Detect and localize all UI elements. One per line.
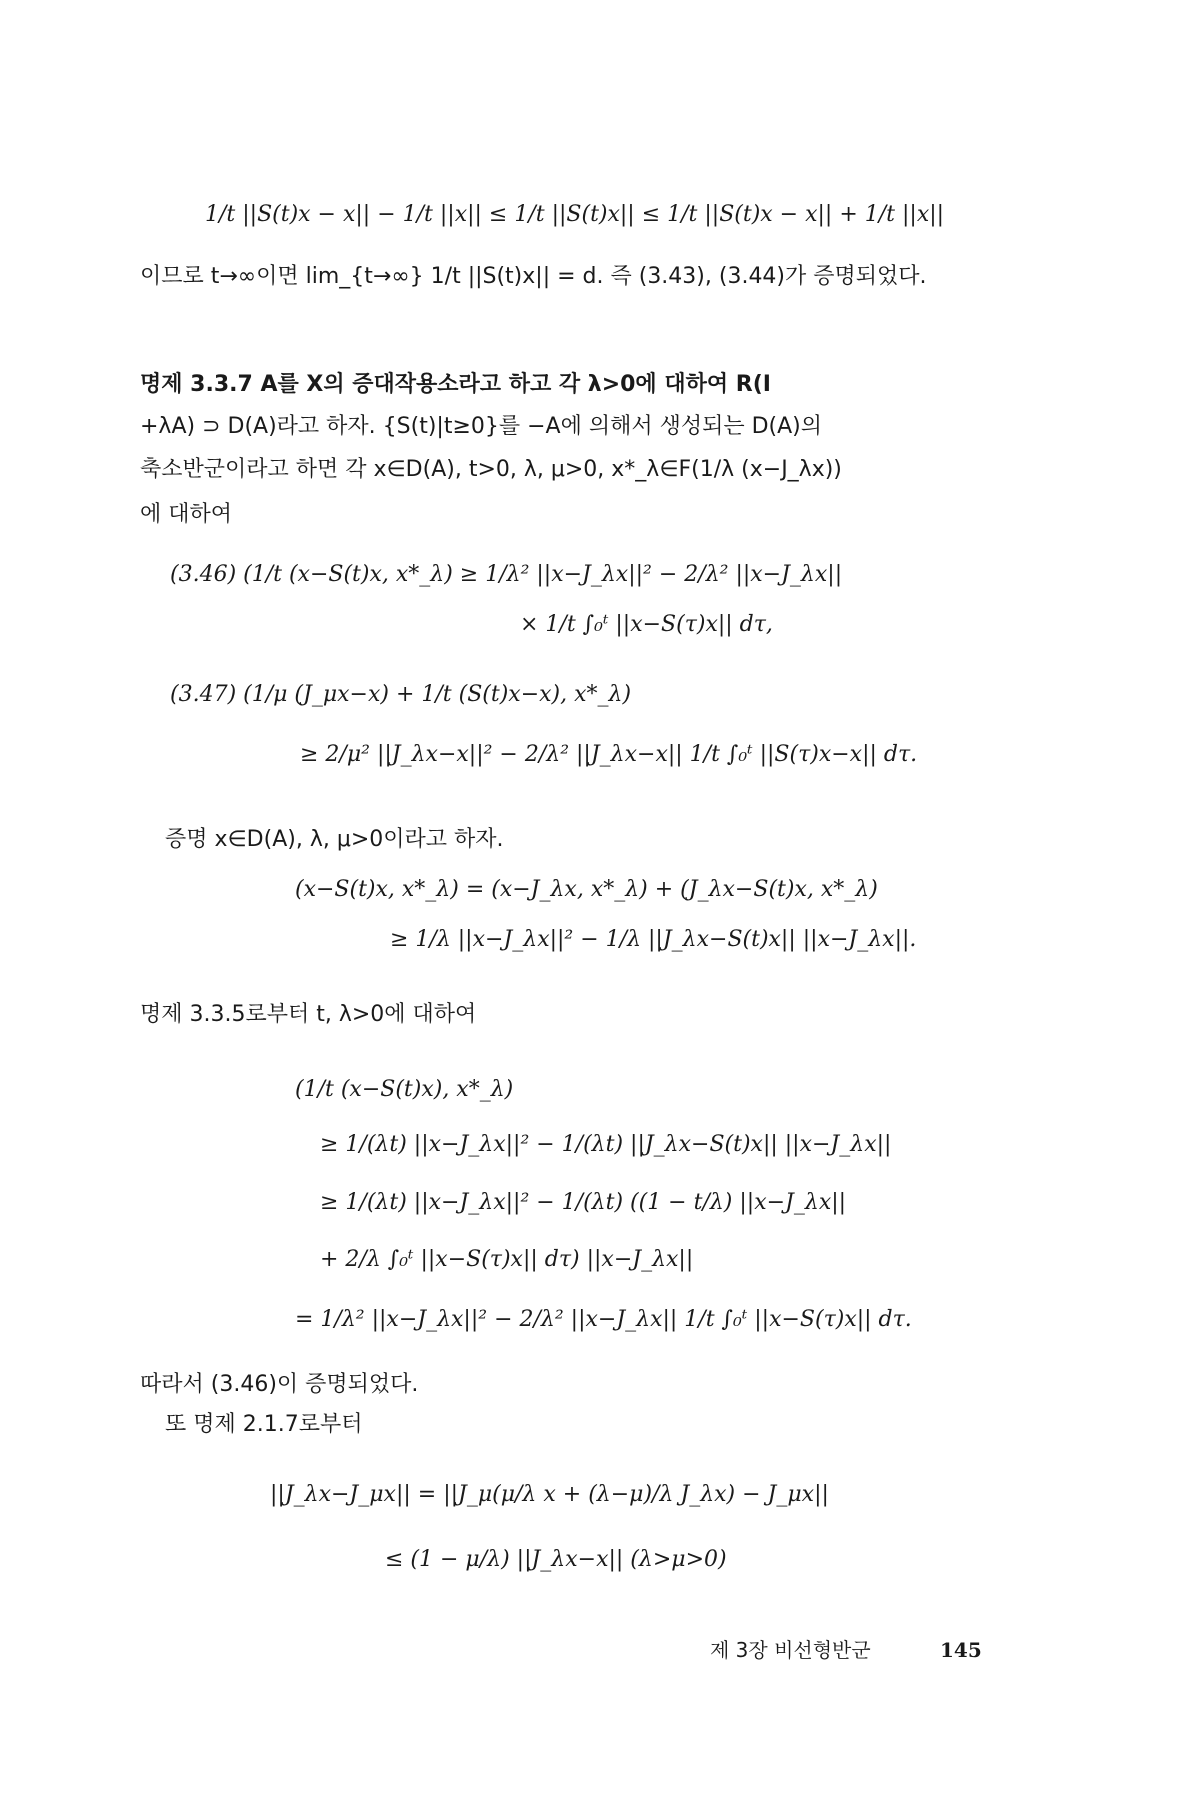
chapter-footer: 제 3장 비선형반군 — [710, 1638, 871, 1662]
equation-line: (x−S(t)x, x*_λ) = (x−J_λx, x*_λ) + (J_λx−S(t)x, x*_λ) — [295, 877, 878, 902]
equation-line: ≤ (1 − μ/λ) ||J_λx−x|| (λ>μ>0) — [385, 1547, 727, 1572]
equation-line: (1/t (x−S(t)x), x*_λ) — [295, 1077, 514, 1102]
inequality-line: 1/t ||S(t)x − x|| − 1/t ||x|| ≤ 1/t ||S(t)x|| ≤ 1/t ||S(t)x − x|| + 1/t ||x|| — [205, 202, 945, 227]
text-line: 축소반군이라고 하면 각 x∈D(A), t>0, λ, μ>0, x*_λ∈F(1/λ (x−J_λx)) — [140, 457, 842, 482]
text-line: 이므로 t→∞이면 lim_{t→∞} 1/t ||S(t)x|| = d. 즉 (3.43), (3.44)가 증명되었다. — [140, 264, 927, 289]
text-line: 따라서 (3.46)이 증명되었다. — [140, 1372, 419, 1397]
equation-line: = 1/λ² ||x−J_λx||² − 2/λ² ||x−J_λx|| 1/t ∫₀ᵗ ||x−S(τ)x|| dτ. — [295, 1307, 912, 1332]
proof-heading: 증명 x∈D(A), λ, μ>0이라고 하자. — [165, 827, 504, 852]
equation-line: ||J_λx−J_μx|| = ||J_μ(μ/λ x + (λ−μ)/λ J_λx) − J_μx|| — [270, 1482, 829, 1507]
equation-3-46: (3.46) (1/t (x−S(t)x, x*_λ) ≥ 1/λ² ||x−J_λx||² − 2/λ² ||x−J_λx|| — [170, 562, 843, 587]
equation-3-47: (3.47) (1/μ (J_μx−x) + 1/t (S(t)x−x), x*_λ) — [170, 682, 632, 707]
text-line: 명제 3.3.5로부터 t, λ>0에 대하여 — [140, 1002, 477, 1027]
equation-line: × 1/t ∫₀ᵗ ||x−S(τ)x|| dτ, — [520, 612, 773, 637]
equation-line: ≥ 1/(λt) ||x−J_λx||² − 1/(λt) ((1 − t/λ) ||x−J_λx|| — [320, 1190, 847, 1215]
equation-line: ≥ 2/μ² ||J_λx−x||² − 2/λ² ||J_λx−x|| 1/t ∫₀ᵗ ||S(τ)x−x|| dτ. — [300, 742, 918, 767]
text-line: 에 대하여 — [140, 502, 233, 527]
equation-line: ≥ 1/λ ||x−J_λx||² − 1/λ ||J_λx−S(t)x|| ||x−J_λx||. — [390, 927, 917, 952]
page-number: 145 — [940, 1638, 982, 1662]
text-line: 또 명제 2.1.7로부터 — [165, 1412, 363, 1437]
text-line: +λA) ⊃ D(A)라고 하자. {S(t)|t≥0}를 −A에 의해서 생성되는 D(A)의 — [140, 414, 823, 439]
equation-line: ≥ 1/(λt) ||x−J_λx||² − 1/(λt) ||J_λx−S(t)x|| ||x−J_λx|| — [320, 1132, 892, 1157]
equation-line: + 2/λ ∫₀ᵗ ||x−S(τ)x|| dτ) ||x−J_λx|| — [320, 1247, 694, 1272]
proposition-heading: 명제 3.3.7 A를 X의 증대작용소라고 하고 각 λ>0에 대하여 R(I — [140, 372, 771, 397]
